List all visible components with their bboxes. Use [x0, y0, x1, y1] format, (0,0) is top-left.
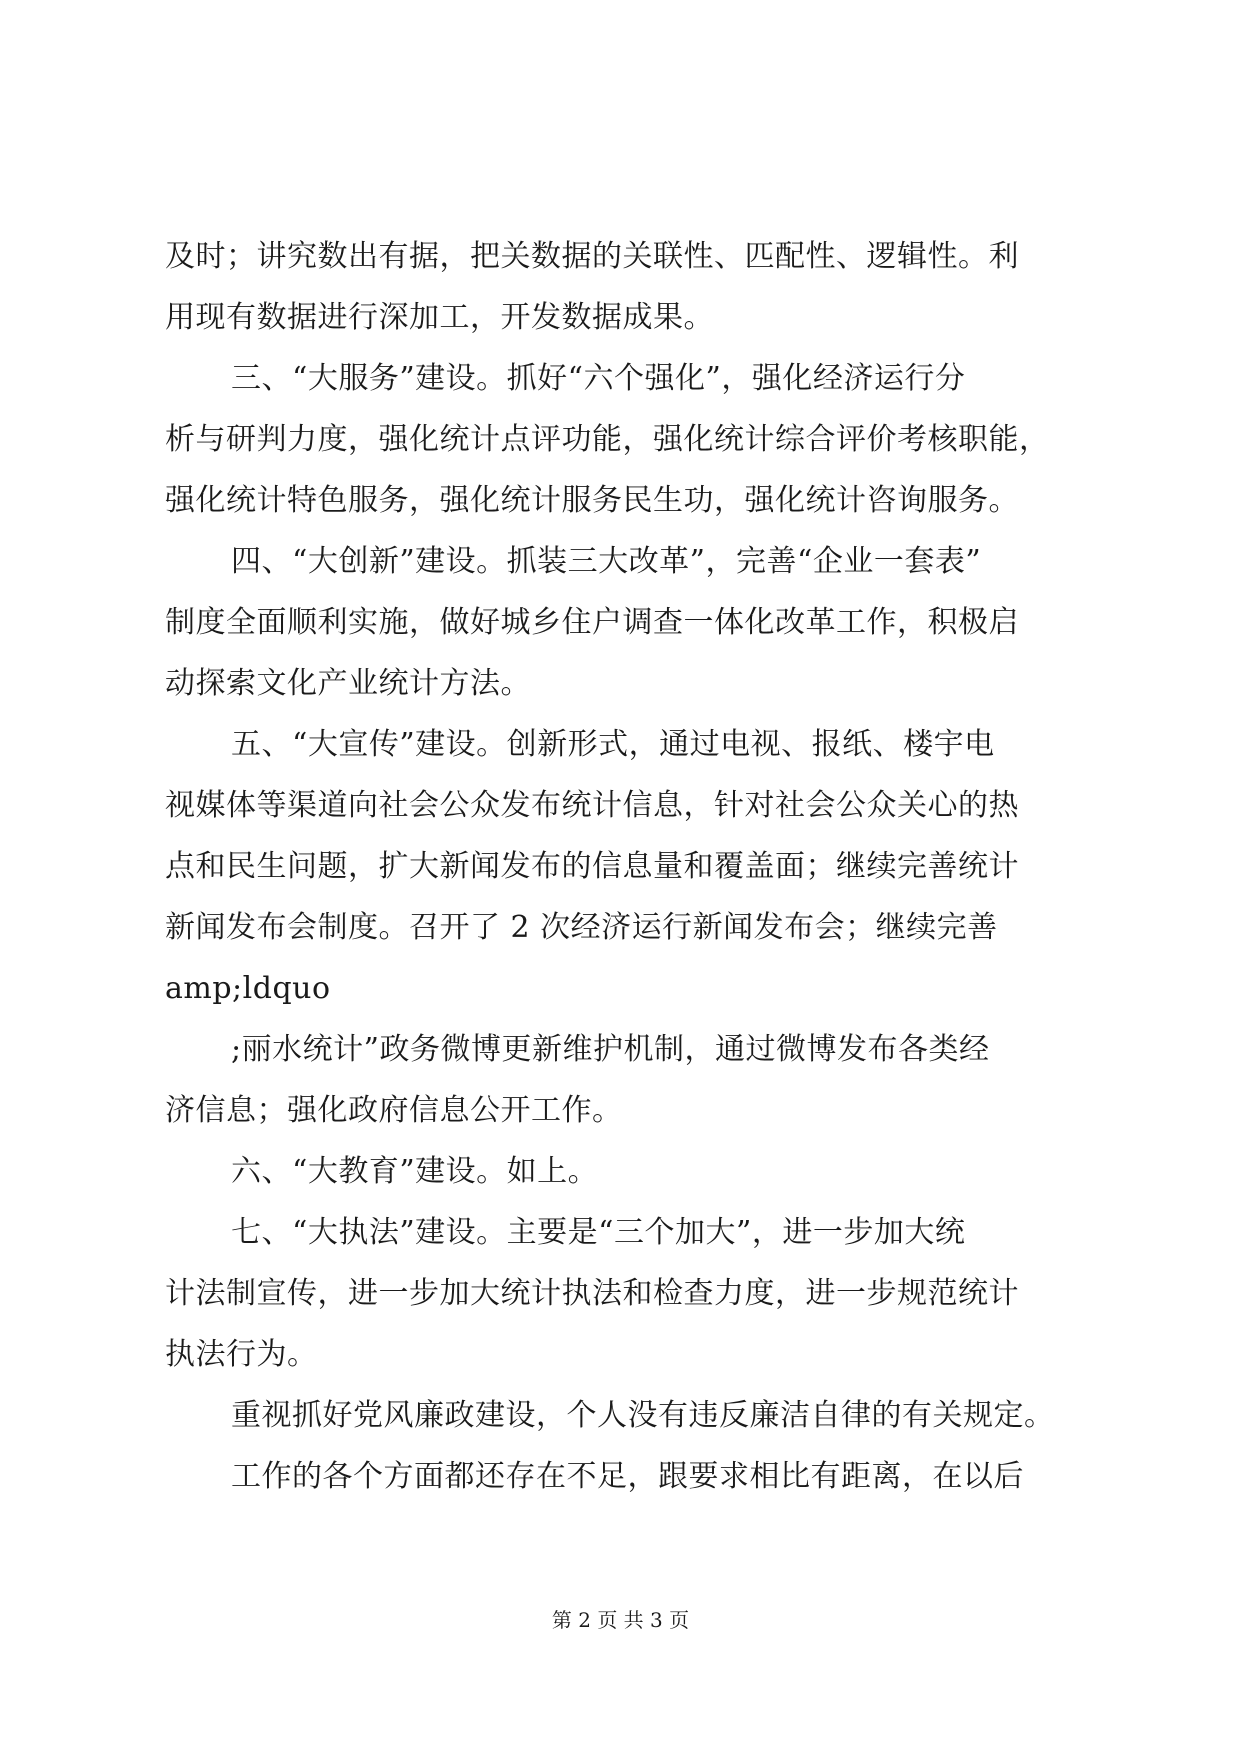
- text-line: ;丽水统计”政务微博更新维护机制，通过微博发布各类经: [231, 1032, 990, 1067]
- text-line: 及时；讲究数出有据，把关数据的关联性、匹配性、逻辑性。利: [165, 239, 1019, 274]
- text-line: 计法制宣传，进一步加大统计执法和检查力度，进一步规范统计: [165, 1276, 1019, 1311]
- text-line: 用现有数据进行深加工，开发数据成果。: [165, 300, 714, 335]
- text-line: 视媒体等渠道向社会公众发布统计信息，针对社会公众关心的热: [165, 788, 1019, 823]
- text-line: 强化统计特色服务，强化统计服务民生功，强化统计咨询服务。: [165, 483, 1019, 518]
- text-line: 新闻发布会制度。召开了 2 次经济运行新闻发布会；继续完善: [165, 910, 998, 945]
- text-line: 动探索文化产业统计方法。: [165, 666, 531, 701]
- text-line: 工作的各个方面都还存在不足，跟要求相比有距离，在以后: [231, 1459, 1024, 1494]
- text-line: 执法行为。: [165, 1337, 318, 1372]
- text-line: 重视抓好党风廉政建设，个人没有违反廉洁自律的有关规定。: [231, 1398, 1055, 1433]
- text-line: 五、“大宣传”建设。创新形式，通过电视、报纸、楼宇电: [231, 727, 995, 762]
- text-line: 四、“大创新”建设。抓装三大改革”，完善“企业一套表”: [231, 544, 982, 579]
- text-line: 点和民生问题，扩大新闻发布的信息量和覆盖面；继续完善统计: [165, 849, 1019, 884]
- text-line: 制度全面顺利实施，做好城乡住户调查一体化改革工作，积极启: [165, 605, 1019, 640]
- text-line: 三、“大服务”建设。抓好“六个强化”，强化经济运行分: [231, 361, 966, 396]
- page-footer: 第 2 页 共 3 页: [551, 1608, 690, 1632]
- text-line: 济信息；强化政府信息公开工作。: [165, 1093, 623, 1128]
- document-body: [165, 226, 1085, 1507]
- text-line: 六、“大教育”建设。如上。: [231, 1154, 599, 1189]
- text-line: 七、“大执法”建设。主要是“三个加大”，进一步加大统: [231, 1215, 966, 1250]
- text-line: 析与研判力度，强化统计点评功能，强化统计综合评价考核职能，: [165, 422, 1050, 457]
- text-line: amp;ldquo: [165, 971, 331, 1006]
